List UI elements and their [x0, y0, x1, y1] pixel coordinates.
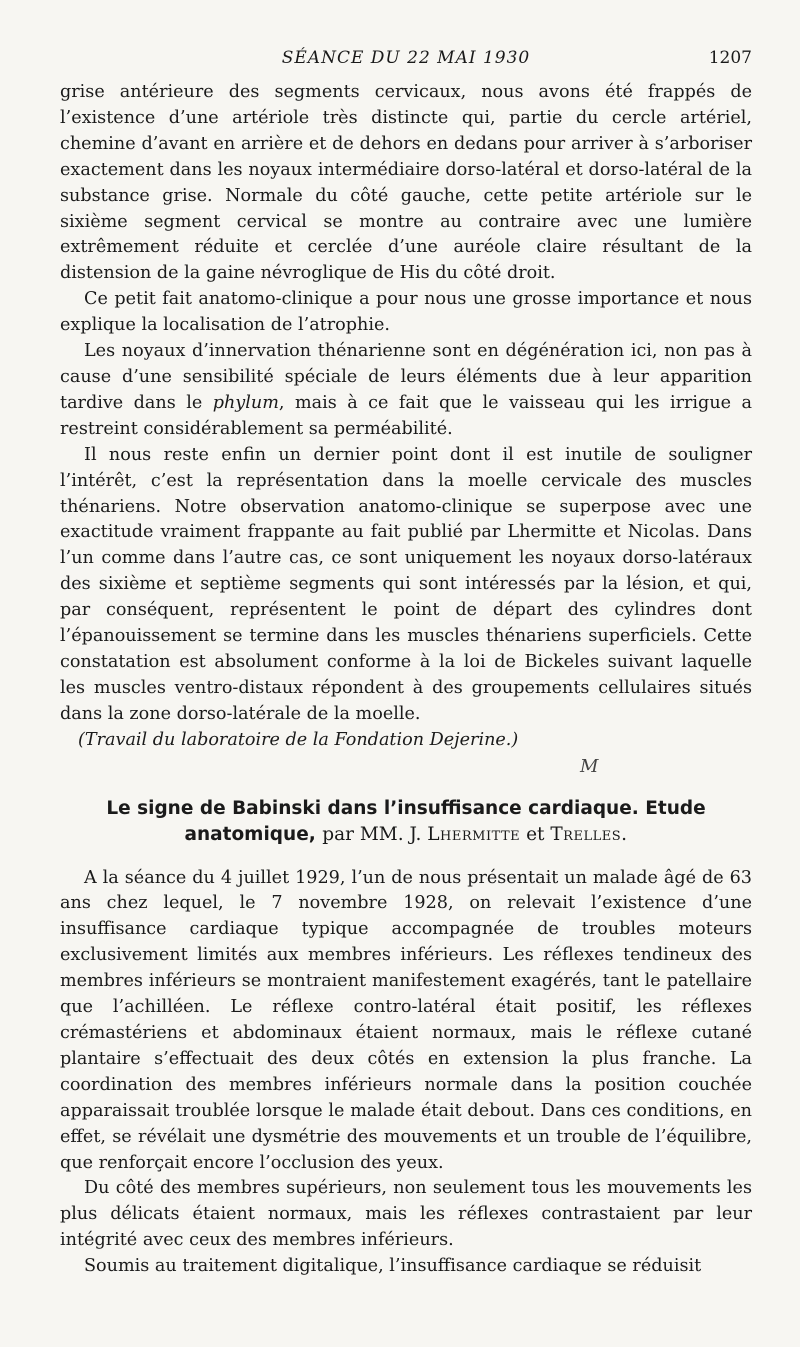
italic-term: phylum: [212, 392, 279, 413]
running-title: SÉANCE DU 22 MAI 1930: [281, 48, 531, 68]
byline-join: et: [526, 823, 545, 845]
text-span: , mais à ce fait que le vaisseau qui les irrigue a restreint considérablement sa perméabilité.: [60, 392, 752, 439]
article-title-text: Le signe de Babinski dans l’insuffisance cardiaque. Etude anatomique,: [106, 797, 706, 845]
paragraph-phylum: [60, 339, 752, 443]
paragraph: A la séance du 4 juillet 1929, l’un de nous présentait un malade âgé de 63 ans chez lequel, le 7 novembre 1928, on relevait l’existence d’une insuffisance cardiaque typique accompagnée de troubles moteurs exclusivement limités aux membres inférieurs. Les réflexes tendineux des membres inférieurs se montraient manifestement exagérés, tant le patellaire que l’achilléen. Le réflexe contro-latéral était positif, les réflexes crémastériens et abdominaux étaient normaux, mais le réflexe cutané plantaire s’effectuait des deux côtés en extension la plus franche. La coordination des membres inférieurs normale dans la position couchée apparaissait troublée lorsque le malade était debout. Dans ces conditions, en effet, se révélait une dysmétrie des mouvements et un trouble de l’équilibre, que renforçait encore l’occlusion des yeux.: [60, 867, 752, 1173]
paragraph: Soumis au traitement digitalique, l’insuffisance cardiaque se réduisit: [84, 1256, 702, 1277]
stamp-mark: M: [580, 755, 599, 777]
paragraph: Il nous reste enfin un dernier point dont il est inutile de souligner l’intérêt, c’est la représentation dans la moelle cervicale des muscles thénariens. Notre observation anatomo-clinique se superpose avec une exactitude vraiment frappante au fait publié par Lhermitte et Nicolas. Dans l’un comme dans l’autre cas, ce sont uniquement les noyaux dorso-latéraux des sixième et septième segments qui sont intéressés par la lésion, et qui, par conséquent, représentent le point de départ des cylindres dont l’épanouissement se termine dans les muscles thénariens superficiels. Cette constatation est absolument conforme à la loi de Bickeles suivant laquelle les muscles ventro-distaux répondent à des groupements cellulaires situés dans la zone dorso-latérale de la moelle.: [60, 444, 752, 724]
source-note: [60, 728, 752, 754]
source-note-text: (Travail du laboratoire de la Fondation Dejerine.): [78, 729, 519, 750]
running-head: [60, 48, 752, 72]
page-number: 1207: [708, 48, 752, 68]
byline: [322, 824, 627, 845]
byline-prefix: par MM. J.: [322, 823, 422, 845]
text-span: Les noyaux d’innervation thénarienne sont en dégénération ici, non pas à cause d’une sensibilité spéciale de leurs éléments due à leur apparition tardive dans le: [60, 341, 752, 413]
paragraph: Du côté des membres supérieurs, non seulement tous les mouvements les plus délicats étaient normaux, mais les réflexes contrastaient par leur intégrité avec ceux des membres inférieurs.: [60, 1178, 752, 1251]
body-text: [60, 80, 752, 1280]
paragraph: grise antérieure des segments cervicaux, nous avons été frappés de l’existence d’une artériole très distincte qui, partie du cercle artériel, chemine d’avant en arrière et de dehors en dedans pour arriver à s’arboriser exactement dans les noyaux intermédiaire dorso-latéral et dorso-latéral de la substance grise. Normale du côté gauche, cette petite artériole sur le sixième segment cervical se montre au contraire avec une lumière extrêmement réduite et cerclée d’une auréole claire résultant de la distension de la gaine névroglique de His du côté droit.: [60, 82, 752, 284]
author-name: Trelles.: [550, 823, 628, 845]
author-name: Lhermitte: [427, 823, 521, 845]
article-title: [60, 796, 752, 848]
paragraph: Ce petit fait anatomo-clinique a pour nous une grosse importance et nous explique la localisation de l’atrophie.: [60, 289, 752, 336]
